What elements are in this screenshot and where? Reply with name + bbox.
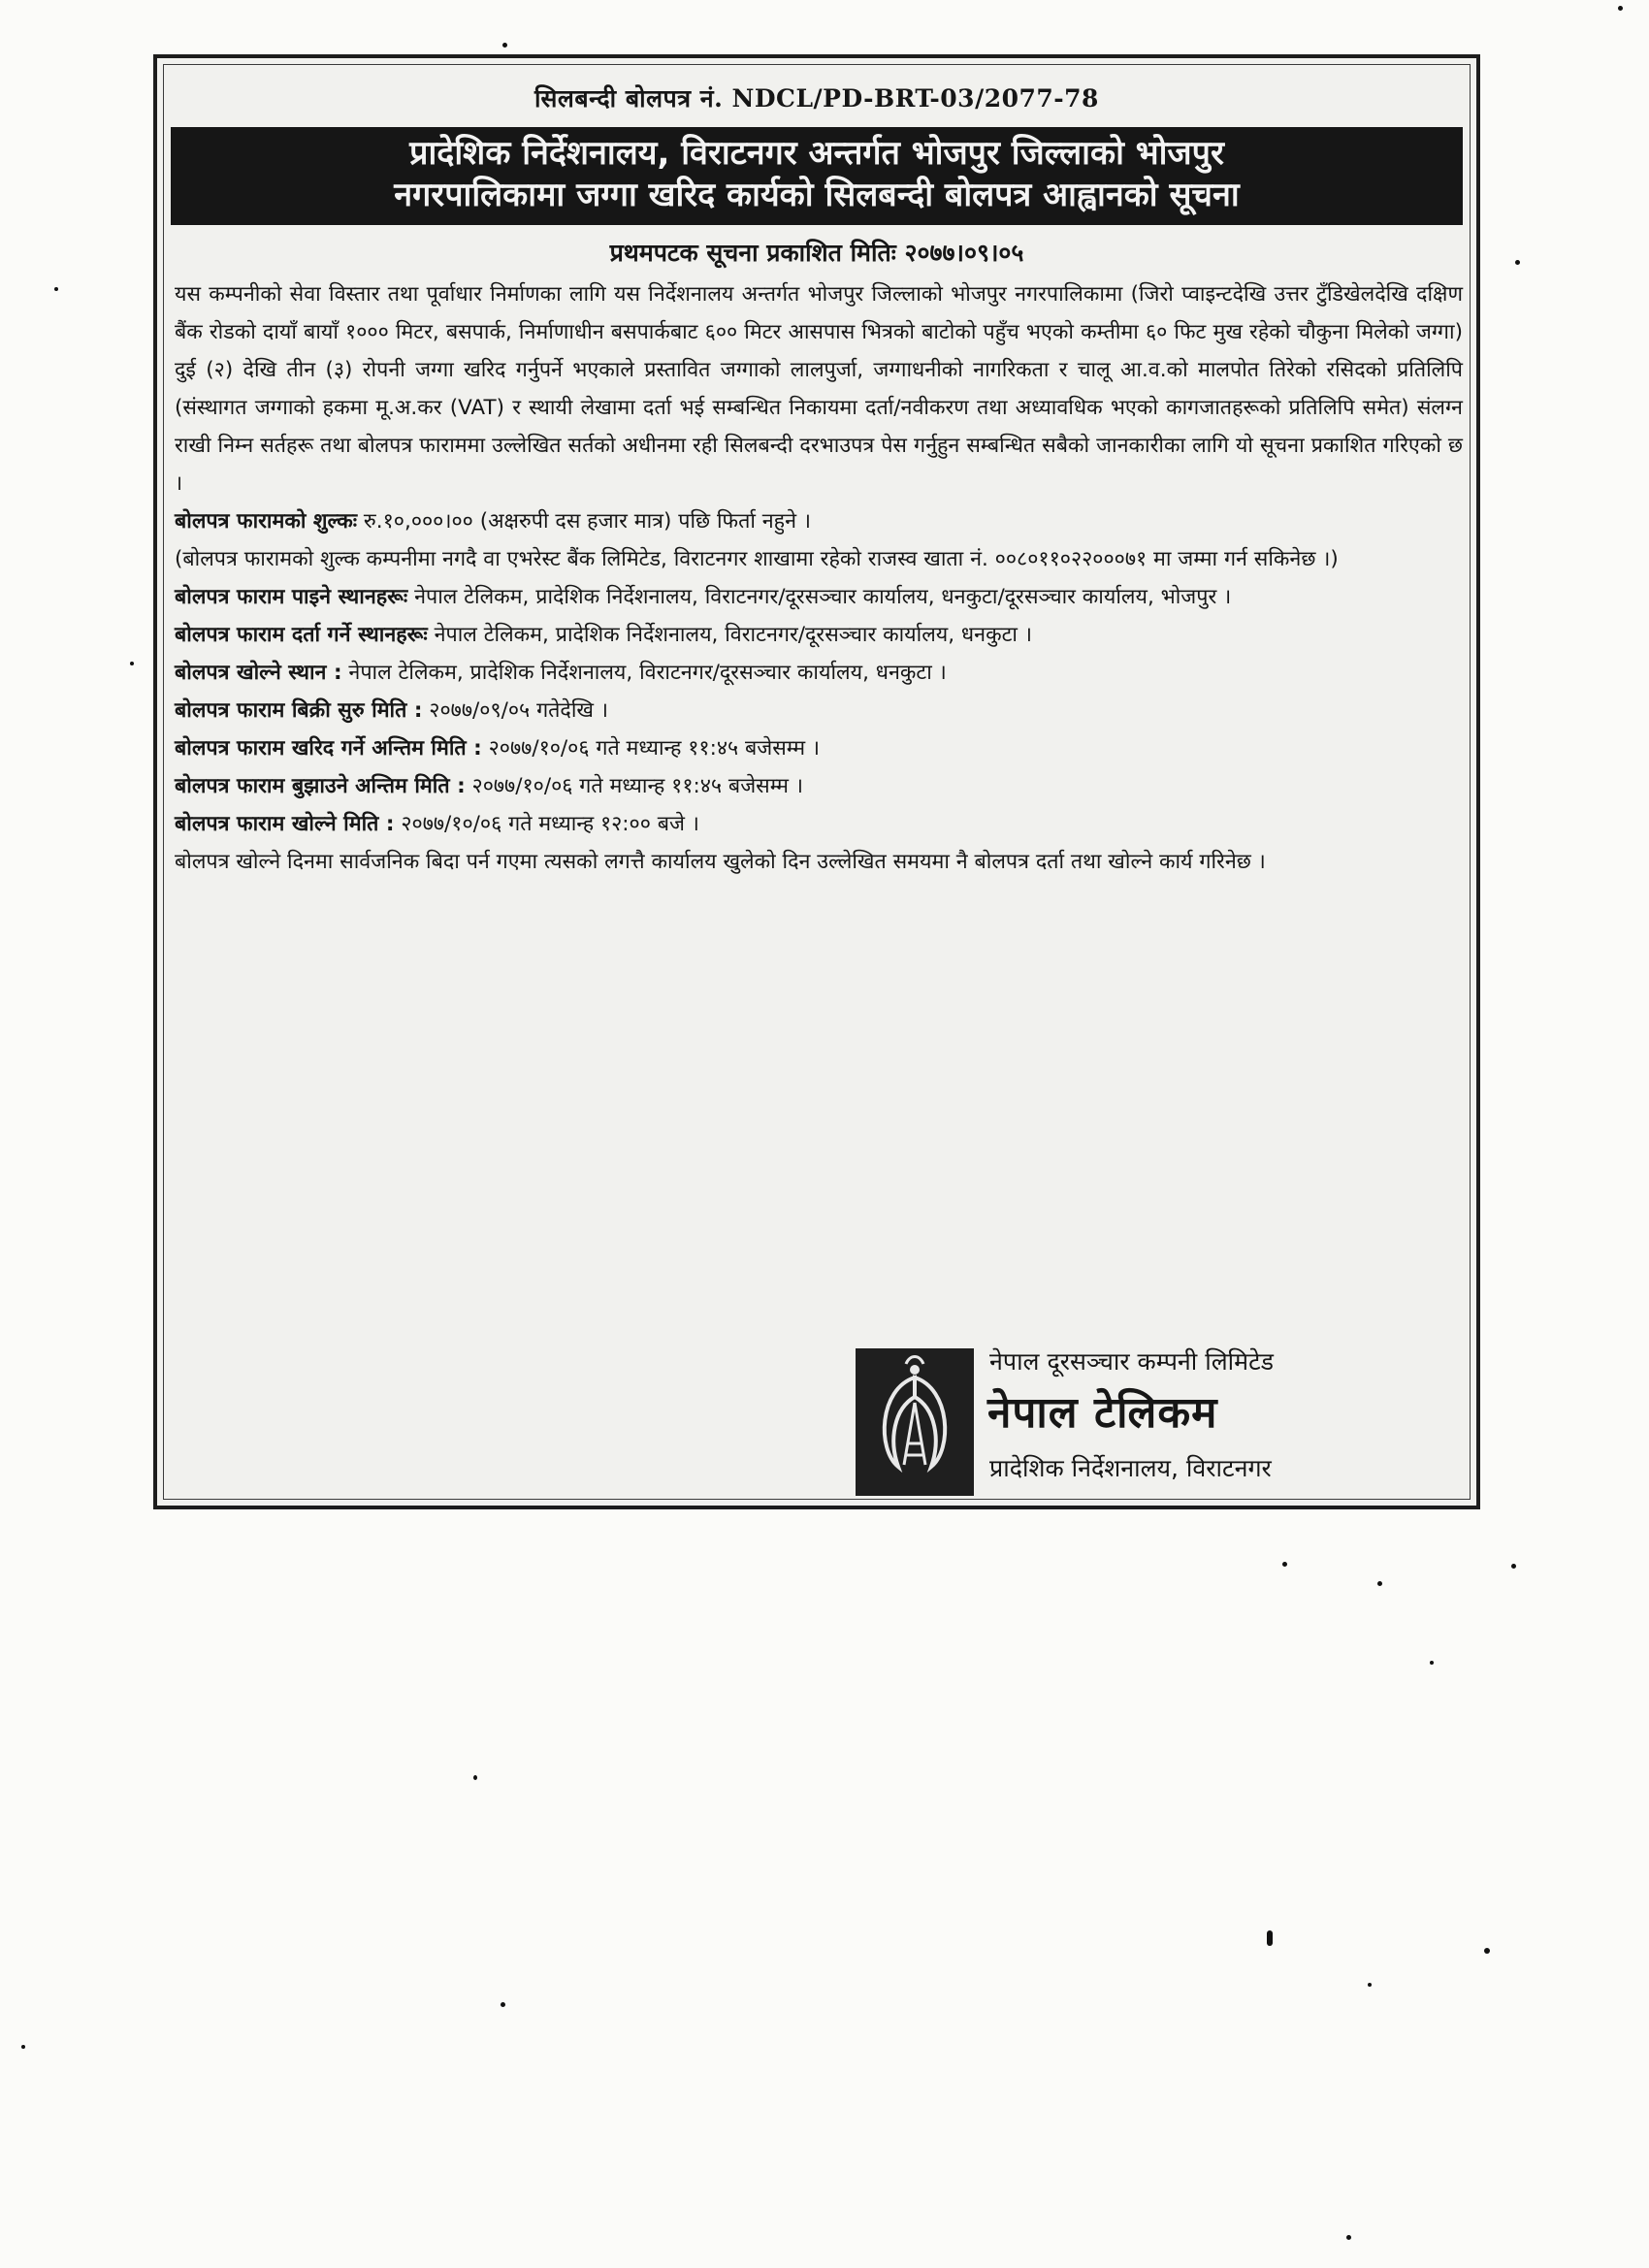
sale-start-value: २०७७/०९/०५ गतेदेखि । xyxy=(422,697,608,723)
open-place-line xyxy=(175,654,1463,692)
open-place-label: बोलपत्र खोल्ने स्थान : xyxy=(175,660,342,685)
notice-body xyxy=(157,268,1476,881)
opening-date-value: २०७७/१०/०६ गते मध्यान्ह १२:०० बजे । xyxy=(394,811,699,836)
submit-deadline-value: २०७७/१०/०६ गते मध्यान्ह ११:४५ बजेसम्म । xyxy=(465,773,803,798)
register-line xyxy=(175,616,1463,654)
open-place-value: नेपाल टेलिकम, प्रादेशिक निर्देशनालय, विराटनगर/दूरसञ्चार कार्यालय, धनकुटा । xyxy=(341,660,947,685)
scan-speck xyxy=(21,2045,25,2049)
intro-paragraph: यस कम्पनीको सेवा विस्तार तथा पूर्वाधार निर्माणका लागि यस निर्देशनालय अन्तर्गत भोजपुर जिल्लाको भोजपुर नगरपालिकामा (जिरो प्वाइन्टदेखि उत्तर टुँडिखेलदेखि दक्षिण बैंक रोडको दायाँ बायाँ १००० मिटर, बसपार्क, निर्माणाधीन बसपार्कबाट ६०० मिटर आसपास भित्रको बाटोको पहुँच भएको कम्तीमा ६० फिट मुख रहेको चौकुना मिलेको जग्गा) दुई (२) देखि तीन (३) रोपनी जग्गा खरिद गर्नुपर्ने भएकाले प्रस्तावित जग्गाको लालपुर्जा, जग्गाधनीको नागरिकता र चालू आ.व.को मालपोत तिरेको रसिदको प्रतिलिपि (संस्थागत जग्गाको हकमा मू.अ.कर (VAT) र स्थायी लेखामा दर्ता भई सम्बन्धित निकायमा दर्ता/नवीकरण तथा अध्यावधिक भएको कागजातहरूको प्रतिलिपि समेत) संलग्न राखी निम्न सर्तहरू तथा बोलपत्र फाराममा उल्लेखित सर्तको अधीनमा रही सिलबन्दी दरभाउपत्र पेस गर्नुहुन सम्बन्धित सबैको जानकारीका लागि यो सूचना प्रकाशित गरिएको छ । xyxy=(175,281,1463,496)
submit-deadline-line xyxy=(175,767,1463,805)
scan-speck xyxy=(1618,6,1623,11)
scan-speck xyxy=(501,2002,505,2007)
scan-speck xyxy=(1377,1581,1382,1586)
headline-banner xyxy=(171,127,1463,225)
purchase-deadline-label: बोलपत्र फाराम खरिद गर्ने अन्तिम मिति : xyxy=(175,735,482,761)
headline-line-1: प्रादेशिक निर्देशनालय, विराटनगर अन्तर्गत भोजपुर जिल्लाको भोजपुर xyxy=(409,133,1224,173)
scan-speck xyxy=(1282,1562,1287,1567)
scan-speck xyxy=(1430,1661,1434,1665)
scan-speck xyxy=(473,1775,477,1780)
scan-speck xyxy=(1515,260,1520,265)
purchase-deadline-line xyxy=(175,729,1463,767)
sale-start-label: बोलपत्र फाराम बिक्री सुरु मिति : xyxy=(175,697,423,723)
fee-line xyxy=(175,502,1463,540)
obtain-label: बोलपत्र फाराम पाइने स्थानहरूः xyxy=(175,584,408,609)
headline-line-2: नगरपालिकामा जग्गा खरिद कार्यको सिलबन्दी बोलपत्र आह्वानको सूचना xyxy=(394,176,1240,215)
company-brand-name: नेपाल टेलिकम xyxy=(987,1388,1218,1438)
company-office: प्रादेशिक निर्देशनालय, विराटनगर xyxy=(989,1454,1272,1482)
sale-start-line xyxy=(175,692,1463,729)
opening-date-line xyxy=(175,805,1463,843)
scan-speck xyxy=(1368,1983,1372,1987)
company-footer xyxy=(856,1337,1476,1502)
company-legal-name: नेपाल दूरसञ्चार कम्पनी लिमिटेड xyxy=(989,1347,1275,1376)
fee-note: (बोलपत्र फारामको शुल्क कम्पनीमा नगदै वा एभरेस्ट बैंक लिमिटेड, विराटनगर शाखामा रहेको राजस्व खाता नं. ००८०११०२२०००७१ मा जम्मा गर्न सकिनेछ ।) xyxy=(175,546,1339,571)
fee-label: बोलपत्र फारामको शुल्कः xyxy=(175,508,358,534)
telecom-emblem-icon xyxy=(856,1348,974,1496)
register-label: बोलपत्र फाराम दर्ता गर्ने स्थानहरूः xyxy=(175,622,428,647)
scan-speck xyxy=(502,43,507,48)
publish-date: प्रथमपटक सूचना प्रकाशित मितिः २०७७।०९।०५ xyxy=(609,238,1024,267)
tender-notice xyxy=(153,54,1480,1509)
fee-value: रु.१०,०००।०० (अक्षरुपी दस हजार मात्र) पछि फिर्ता नहुने । xyxy=(357,508,812,534)
submit-deadline-label: बोलपत्र फाराम बुझाउने अन्तिम मिति : xyxy=(175,773,466,798)
scan-speck xyxy=(1346,2235,1351,2240)
scan-speck xyxy=(1267,1930,1273,1946)
scan-speck xyxy=(1484,1948,1490,1954)
scan-speck xyxy=(54,287,58,291)
holiday-note: बोलपत्र खोल्ने दिनमा सार्वजनिक बिदा पर्न गएमा त्यसको लगत्तै कार्यालय खुलेको दिन उल्लेखित समयमा नै बोलपत्र दर्ता तथा खोल्ने कार्य गरिनेछ । xyxy=(175,849,1266,874)
purchase-deadline-value: २०७७/१०/०६ गते मध्यान्ह ११:४५ बजेसम्म । xyxy=(481,735,821,761)
nepal-telecom-logo xyxy=(856,1348,974,1496)
scan-speck xyxy=(1511,1564,1516,1569)
register-value: नेपाल टेलिकम, प्रादेशिक निर्देशनालय, विराटनगर/दूरसञ्चार कार्यालय, धनकुटा । xyxy=(427,622,1032,647)
scan-speck xyxy=(130,662,134,665)
tender-number: सिलबन्दी बोलपत्र नं. NDCL/PD-BRT-03/2077-78 xyxy=(534,84,1099,113)
opening-date-label: बोलपत्र फाराम खोल्ने मिति : xyxy=(175,811,395,836)
obtain-line xyxy=(175,578,1463,616)
obtain-value: नेपाल टेलिकम, प्रादेशिक निर्देशनालय, विराटनगर/दूरसञ्चार कार्यालय, धनकुटा/दूरसञ्चार कार्यालय, भोजपुर । xyxy=(407,584,1232,609)
